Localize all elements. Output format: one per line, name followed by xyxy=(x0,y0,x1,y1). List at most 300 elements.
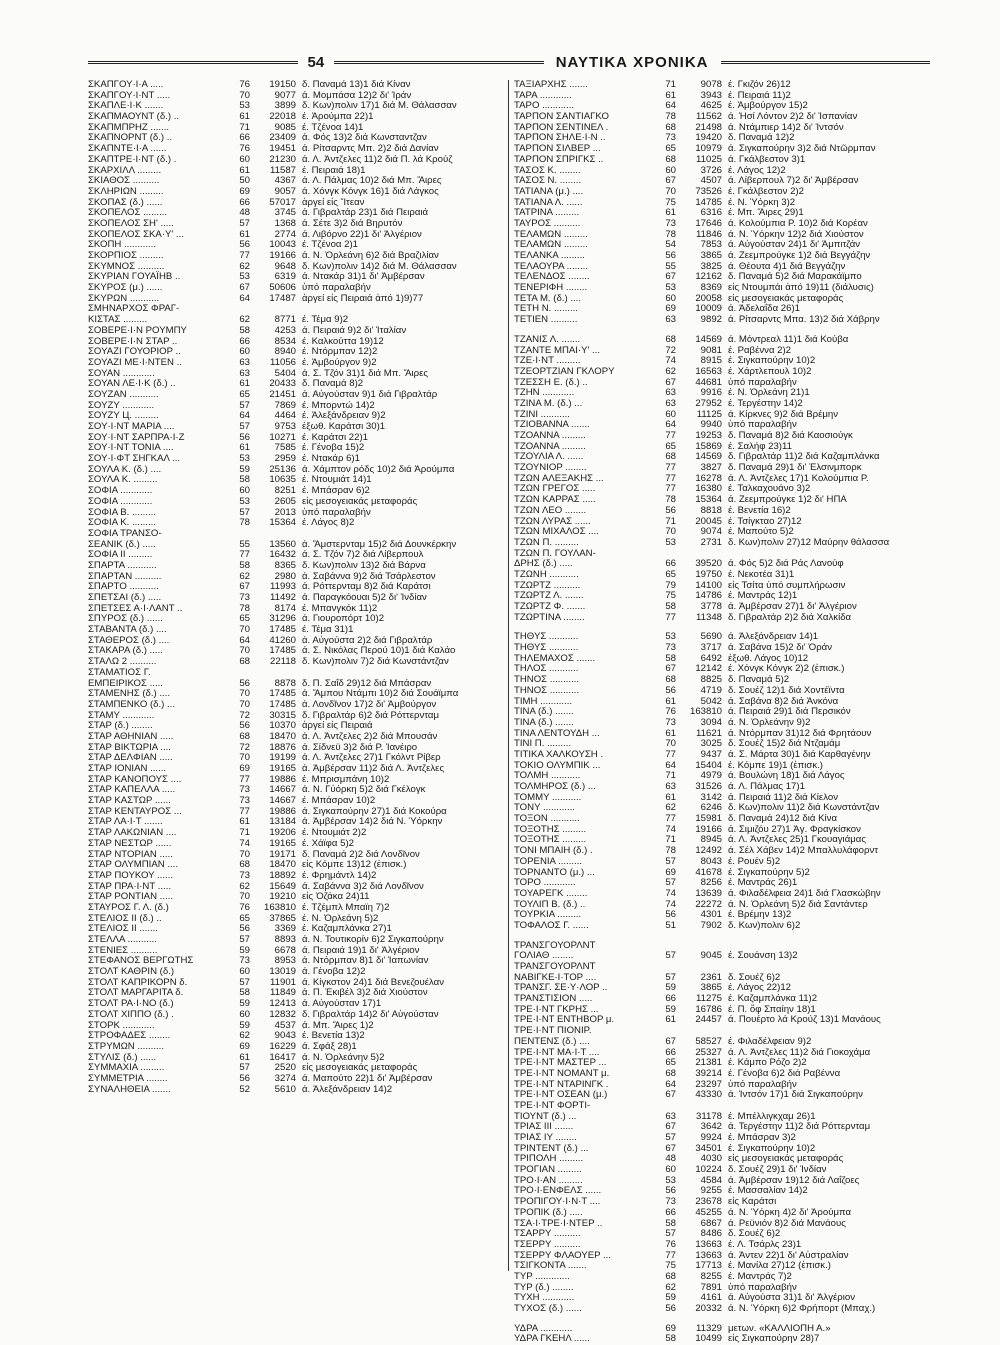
voyage-info: ά. Ν. Γὐόρκη 5)2 διά Γκέλογκ xyxy=(302,784,426,796)
ship-name: ΤΡΕ·Ι·ΝΤ ΜΑΣΤΕΡ ... xyxy=(514,1057,607,1069)
tonnage: 21451 xyxy=(269,388,296,400)
build-year: 55 xyxy=(665,260,676,272)
voyage-info: έ. Γκιζόν 26)12 xyxy=(728,79,791,90)
tonnage: 9892 xyxy=(700,314,722,326)
tonnage: 19171 xyxy=(269,848,296,860)
build-year: 64 xyxy=(665,1078,676,1090)
tonnage: 3369 xyxy=(274,923,296,935)
voyage-info: ά. Ἀλεξάνδρειαν 14)2 xyxy=(302,1083,393,1095)
ship-name: ΤΡΟ·Ι·ΑΝ ......... xyxy=(514,1174,583,1186)
build-year: 63 xyxy=(239,367,250,379)
build-year: 48 xyxy=(665,1153,676,1165)
voyage-info: δ. Παναμά 2)2 διά Λονδῖνον xyxy=(302,848,420,860)
voyage-info: έ. Ἀμβούργον 9)2 xyxy=(302,356,377,368)
voyage-info: ά. Σ. Μάρτα 30)1 διά Καρθαγένην xyxy=(728,748,871,760)
voyage-info: έ. Μπανγκόκ 11)2 xyxy=(302,602,378,614)
build-year: 56 xyxy=(239,720,250,732)
build-year: 76 xyxy=(239,143,250,155)
tonnage: 15364 xyxy=(269,517,296,529)
build-year: 61 xyxy=(239,111,250,123)
ship-name: ΣΟΥΑΝ ............ xyxy=(88,367,155,379)
ship-name: ΣΤΑΡ ΚΑΝΟΠΟΥΣ .... xyxy=(88,773,182,785)
build-year: 56 xyxy=(665,909,676,921)
ship-entry xyxy=(514,921,930,932)
build-year: 78 xyxy=(665,111,676,123)
build-year: 61 xyxy=(665,727,676,739)
tonnage: 27952 xyxy=(695,397,722,409)
build-year: 67 xyxy=(665,1089,676,1101)
tonnage: 14667 xyxy=(269,795,296,807)
tonnage: 3899 xyxy=(274,100,296,112)
ship-name: ΣΤΑΡ ΛΑ·Ι·Τ ....... xyxy=(88,816,163,828)
voyage-info: ά. Ζεεμπρούγκε 1)2 δι' ΗΠΑ xyxy=(728,494,847,506)
ship-entry xyxy=(88,1010,504,1021)
ship-name: ΤΖΩΝ ΓΡΕΓΟΣ ..... xyxy=(514,483,596,495)
build-year: 67 xyxy=(665,1142,676,1154)
tonnage: 11125 xyxy=(696,408,722,420)
tonnage: 3642 xyxy=(700,1121,722,1133)
tonnage: 9437 xyxy=(700,748,722,760)
ship-name: ΤΟΝΙ ΜΠΑΙΗ (δ.) . xyxy=(514,845,593,857)
build-year: 57 xyxy=(239,421,250,432)
build-year: 48 xyxy=(239,207,250,219)
build-year: 50 xyxy=(239,175,250,187)
tonnage: 23678 xyxy=(695,1196,722,1208)
ship-name: ΤΥΡ ............. xyxy=(514,1270,570,1282)
ship-entry xyxy=(88,839,504,850)
build-year: 58 xyxy=(239,324,250,336)
ship-name: ΣΚΟΠΕΛΟΣ ΣΚΑ·Υ' ... xyxy=(88,228,184,240)
ship-name: ΤΖΩΡΤΖ Φ. ....... xyxy=(514,601,586,612)
voyage-info: ά. Σέτε 3)2 διά Βηρυτόν xyxy=(302,217,403,229)
build-year: 66 xyxy=(665,558,676,570)
ship-entry xyxy=(88,358,504,369)
ship-entry xyxy=(514,718,930,729)
tonnage: 17646 xyxy=(695,217,722,229)
voyage-info: έ. Μπάσραν 3)2 xyxy=(728,1132,796,1143)
build-year: 60 xyxy=(239,485,250,497)
build-year: 61 xyxy=(665,791,676,803)
voyage-info: ά. Πειραιά 29)1 διά Περσικόν xyxy=(728,706,851,718)
tonnage: 30315 xyxy=(269,709,296,721)
ship-entry xyxy=(514,857,930,868)
build-year: 60 xyxy=(665,1164,676,1176)
ship-name: ΤΑΡΠΟΝ ΣΙΛΒΕΡ ... xyxy=(514,143,601,155)
tonnage: 8043 xyxy=(700,855,722,867)
ship-name: ΣΤΑΡ ΚΑΣΤΩΡ ...... xyxy=(88,795,171,807)
ship-name: ΤΡΕ·Ι·ΝΤ ΜΑ·Ι·Τ .... xyxy=(514,1046,600,1058)
build-year: 74 xyxy=(665,887,676,899)
ship-name: ΤΟΞΟΤΗΣ ......... xyxy=(514,834,587,846)
build-year: 78 xyxy=(239,602,250,614)
tonnage: 22018 xyxy=(269,111,296,123)
tonnage: 11348 xyxy=(696,611,722,623)
tonnage: 31526 xyxy=(695,781,722,792)
tonnage: 4161 xyxy=(700,1292,722,1304)
build-year: 60 xyxy=(665,164,676,176)
ship-name: ΣΤΑΜΑΤΙΟΣ Γ. xyxy=(88,666,151,678)
ship-name: ΤΡΙΠΟΛΗ ......... xyxy=(514,1153,584,1165)
voyage-info: έ. Λάγος 22)12 xyxy=(728,982,791,994)
ship-name: ΣΚΛΗΡΙΩΝ ......... xyxy=(88,185,164,197)
ship-name: ΤΡΕ·Ι·ΝΤ ΦΟΡΤΙ- xyxy=(514,1099,591,1111)
tonnage: 31178 xyxy=(696,1110,722,1122)
tonnage: 17485 xyxy=(269,624,296,636)
ship-name: ΣΤΑΜΕΝΗΣ (δ.) .... xyxy=(88,688,171,700)
voyage-info: ά. Ρόττερνταμ 8)2 διά Καράτσι xyxy=(302,581,431,593)
tonnage: 21230 xyxy=(269,153,296,165)
ship-entry xyxy=(88,155,504,166)
ship-entry xyxy=(514,187,930,198)
tonnage: 6319 xyxy=(274,271,296,283)
build-year: 78 xyxy=(665,845,676,857)
ship-name: ΤΡΕ·Ι·ΝΤ ΝΤΑΡΙΝΓΚ . xyxy=(514,1078,609,1090)
voyage-info: ά. Γκάλβεστον 3)1 xyxy=(728,153,806,165)
build-year: 59 xyxy=(665,1003,676,1015)
tonnage: 1368 xyxy=(274,217,296,229)
build-year: 71 xyxy=(665,770,676,782)
tonnage: 7585 xyxy=(274,442,296,454)
build-year: 67 xyxy=(239,581,250,593)
build-year: 71 xyxy=(239,121,250,133)
ship-name: ΣΤΑΡ ΡΟΝΤΙΑΝ ..... xyxy=(88,891,174,903)
ship-name: ΤΕΛΑΝΚΑ ......... xyxy=(514,250,585,261)
tonnage: 24457 xyxy=(695,1014,722,1026)
build-year: 67 xyxy=(665,1035,676,1047)
ship-name: ΤΖΑΝΙΣ Λ. ....... xyxy=(514,333,581,345)
voyage-info: έ. Τέμα 9)2 xyxy=(302,314,349,326)
voyage-info: ά. Ντακάρ 31)1 δι' Ἀμβέρσαν xyxy=(302,271,425,283)
build-year: 53 xyxy=(665,282,676,294)
ship-name: ΤΕΛΑΜΩΝ ......... xyxy=(514,239,588,251)
tonnage: 6316 xyxy=(700,207,722,219)
build-year: 71 xyxy=(665,515,676,527)
voyage-info: δ. Παναμά 29)1 δι' Ἐλσινμπορκ xyxy=(728,462,862,474)
build-year: 57 xyxy=(239,399,250,411)
tonnage: 9085 xyxy=(274,121,296,133)
voyage-info: έ. Γένοβα 6)2 διά Ραβέννα xyxy=(728,1067,841,1079)
tonnage: 2980 xyxy=(274,570,296,582)
voyage-info: έ. Π. ὄφ Σπαίην 18)1 xyxy=(728,1003,816,1015)
tonnage: 3142 xyxy=(700,791,722,803)
ship-name: ΤΟΡΟ ............ xyxy=(514,877,576,889)
voyage-info: ά. Σ. Τζόν 31)1 διά Μπ. Ἄιρες xyxy=(302,367,428,379)
build-year: 59 xyxy=(239,463,250,475)
tonnage: 8251 xyxy=(274,485,296,497)
ship-entry xyxy=(514,1272,930,1283)
ship-entry xyxy=(514,1208,930,1219)
ship-name: ΤΕΤΙΕΝ .......... xyxy=(514,314,578,326)
build-year: 59 xyxy=(665,1292,676,1304)
voyage-info: ά. Πειραιά 11)2 διά Κίελον xyxy=(728,791,838,803)
ship-name: ΣΟΥΛΑ Κ. ......... xyxy=(88,474,158,486)
voyage-info: έ. Ν. Ὑόρκη 3)2 xyxy=(728,196,796,208)
ship-name: ΤΑΣΟΣ Κ. ........ xyxy=(514,164,581,176)
ship-entry xyxy=(514,80,930,91)
tonnage: 16786 xyxy=(695,1003,722,1015)
build-year: 57 xyxy=(665,855,676,867)
tonnage: 16432 xyxy=(269,549,296,561)
build-year: 56 xyxy=(665,1185,676,1197)
build-year: 68 xyxy=(239,656,250,668)
build-year: 70 xyxy=(665,526,676,538)
build-year: 59 xyxy=(239,1019,250,1031)
voyage-info: έ. Τζέμπλ Μπαϊη 7)2 xyxy=(302,901,390,913)
build-year: 64 xyxy=(239,410,250,422)
ship-name: ΣΟΥ·Ι·ΝΤ ΜΑΡΙΑ .... xyxy=(88,421,175,432)
build-year: 64 xyxy=(665,419,676,431)
tonnage: 12492 xyxy=(695,845,722,857)
voyage-info: ά. Λιβόρνο 22)1 δι' Ἀλγέριον xyxy=(302,228,422,240)
tonnage: 31296 xyxy=(269,613,296,625)
build-year: 58 xyxy=(665,652,676,664)
ship-entry xyxy=(88,497,504,508)
ship-name: ΥΔΡΑ ............ xyxy=(514,1322,573,1334)
ship-name: ΣΟΦΙΑ ΙΙ ......... xyxy=(88,549,153,561)
tonnage: 19420 xyxy=(695,132,722,144)
tonnage: 3745 xyxy=(274,207,296,219)
tonnage: 4367 xyxy=(274,175,296,187)
build-year: 57 xyxy=(665,950,676,962)
build-year: 62 xyxy=(665,802,676,814)
ship-entry xyxy=(514,1240,930,1251)
voyage-info: έ. Βενετία 13)2 xyxy=(302,1030,365,1042)
build-year: 77 xyxy=(665,1249,676,1261)
tonnage: 3778 xyxy=(700,601,722,612)
voyage-info: ά. Λίβερπουλ 7)2 δι' Ἀμβέρσαν xyxy=(728,175,859,187)
voyage-info: ά. Ν. Τουτικορίν 6)2 Σιγκαπούρην xyxy=(302,934,444,945)
tonnage: 13663 xyxy=(695,1238,722,1250)
ship-name: ΤΟΡΕΝΙΑ ......... xyxy=(514,855,583,867)
build-year: 53 xyxy=(665,631,676,643)
build-year: 60 xyxy=(665,408,676,420)
tonnage: 9940 xyxy=(700,419,722,431)
tonnage: 11846 xyxy=(696,228,722,240)
voyage-info: ά. Γιβραλτάρ 23)1 διά Πειραιά xyxy=(302,207,429,219)
build-year: 61 xyxy=(239,816,250,828)
voyage-info: ά. Λ. Ἀντζελες 17)1 Κολούμπια Ρ. xyxy=(728,472,869,484)
ship-name: ΣΠΑΡΤΑΝ .......... xyxy=(88,570,162,582)
ship-name: ΣΤΟΛΤ ΧΙΠΠΟ (δ.) . xyxy=(88,1008,174,1020)
ship-name: ΣΟΥΖΥ Ц. ......... xyxy=(88,410,159,422)
voyage-info: ά. Σιγκαπούρην 27)1 διά Κοκούρα xyxy=(302,805,447,817)
ship-name: ΤΖΕ·Ι·ΝΤ ......... xyxy=(514,355,581,367)
ship-name: ΣΤΕΦΑΝΟΣ ΒΕΡΓΩΤΗΣ xyxy=(88,955,194,967)
ship-entry xyxy=(514,155,930,166)
tonnage: 4584 xyxy=(700,1174,722,1186)
build-year: 53 xyxy=(239,271,250,283)
voyage-info: ά. Λ. Πάλμας 17)1 xyxy=(728,781,805,792)
ship-name: ΤΖΩΝ Π. ΓΟΥΛΑΝ- xyxy=(514,547,596,559)
ship-name: ΓΟΛΙΑΘ ........ xyxy=(514,950,574,962)
ship-name: ΤΖΩΝ ΛΥΡΑΣ ...... xyxy=(514,515,591,527)
voyage-info: ά. Λ. Ἀντζελες 27)1 Γκόλντ Ρίβερ xyxy=(302,752,441,764)
ship-name: ΣΟΥΛΑ Κ. (δ.) .... xyxy=(88,463,162,475)
build-year: 56 xyxy=(239,923,250,935)
tonnage: 10224 xyxy=(695,1164,722,1176)
tonnage: 13663 xyxy=(695,1249,722,1261)
ship-name: ΣΥΝΑΛΗΘΕΙΑ ....... xyxy=(88,1083,171,1095)
tonnage: 18470 xyxy=(269,730,296,742)
voyage-info: ά. Αὐγούστα 31)1 δι' Ἀλγέριον xyxy=(728,1292,855,1304)
tonnage: 3943 xyxy=(700,89,722,101)
voyage-info: έ. Πειραιά 18)1 xyxy=(302,164,366,176)
ship-name: ΣΚΟΡΠΙΟΣ ......... xyxy=(88,250,164,261)
ship-name: ΣΤΑΡ ΒΙΚΤΩΡΙΑ .... xyxy=(88,741,171,753)
tonnage: 4719 xyxy=(700,684,722,696)
ship-name: ΣΤΑΡ ΠΡΑ·Ι·ΝΤ ..... xyxy=(88,880,172,892)
tonnage: 22118 xyxy=(270,656,296,668)
voyage-info: έ. Καζαμπλάνκα 27)1 xyxy=(302,923,392,935)
ship-name: ΣΤΡΥΜΩΝ .......... xyxy=(88,1040,165,1052)
tonnage: 7891 xyxy=(700,1281,722,1293)
ship-name: ΤΙΝΑ ΛΕΝΤΟΥΔΗ ... xyxy=(514,727,600,739)
tonnage: 8365 xyxy=(274,559,296,571)
build-year: 79 xyxy=(665,579,676,591)
build-year: 62 xyxy=(665,1281,676,1293)
ship-name: ΣΤΑΡ ΔΕΛΦΙΑΝ ..... xyxy=(88,752,173,764)
build-year: 60 xyxy=(239,346,250,358)
tonnage: 12832 xyxy=(269,1008,296,1020)
tonnage: 19166 xyxy=(695,823,722,835)
tonnage: 8825 xyxy=(700,674,722,686)
build-year: 61 xyxy=(239,442,250,454)
tonnage xyxy=(250,529,302,540)
build-year: 53 xyxy=(665,1174,676,1186)
build-year: 61 xyxy=(239,1051,250,1063)
ship-name: ΣΚΟΠΕΛΟΣ ......... xyxy=(88,207,168,219)
build-year: 57 xyxy=(239,506,250,518)
build-year: 62 xyxy=(239,880,250,892)
tonnage: 9081 xyxy=(700,344,722,356)
voyage-info: έ. Ταλκαχουάνο 3)2 xyxy=(728,483,811,495)
voyage-info: έ. Λάγος 12)2 xyxy=(728,164,786,176)
ship-entry xyxy=(514,1283,930,1294)
tonnage: 43330 xyxy=(695,1089,722,1101)
ship-name: ΣΤΑΒΑΝΤΑ (δ.) .... xyxy=(88,624,167,636)
build-year: 57 xyxy=(239,976,250,988)
voyage-info: ά. Τεργέστην 11)2 διά Ρόττερνταμ xyxy=(728,1121,871,1133)
build-year: 68 xyxy=(239,859,250,871)
voyage-info: ά. Αὐγούσταν 17)1 xyxy=(302,998,382,1010)
ship-entry xyxy=(88,326,504,337)
ship-name: ΤΑΡΑ ............ xyxy=(514,89,572,101)
tonnage: 5404 xyxy=(274,367,296,379)
tonnage: 19451 xyxy=(269,143,296,155)
ship-name: ΤΑΤΙΑΝΑ (μ.) .... xyxy=(514,185,584,197)
voyage-info: έ. Γένοβα 15)2 xyxy=(302,442,365,454)
ship-name: ΤΑΡΠΟΝ ΣΗΛΕ·Ι·Ν .. xyxy=(514,132,606,144)
tonnage: 8369 xyxy=(700,282,722,294)
tonnage: 19886 xyxy=(269,805,296,817)
ship-name: ΣΚΑΠΤΡΕ·Ι·ΝΤ (δ.) . xyxy=(88,153,177,165)
build-year: 52 xyxy=(239,1083,250,1095)
tonnage: 3025 xyxy=(700,738,722,750)
tonnage: 8174 xyxy=(274,602,296,614)
ship-name: ΤΖΟΑΝΝΑ ......... xyxy=(514,430,586,441)
build-year: 65 xyxy=(665,568,676,580)
build-year: 60 xyxy=(665,292,676,304)
voyage-info: έ. Σουάνση 13)2 xyxy=(728,950,798,962)
voyage-info: ά. Σαβάνα 15)2 δι' Ὀράν xyxy=(728,642,832,654)
tonnage: 3865 xyxy=(700,982,722,994)
build-year: 77 xyxy=(239,773,250,785)
voyage-info: έ. Χόνγκ Κόνγκ 2)2 (ἐπισκ.) xyxy=(728,663,845,675)
build-year: 75 xyxy=(665,196,676,208)
voyage-info: ά. Σαβάνα 8)2 διά Ἀνκόνα xyxy=(728,695,839,707)
ship-entry xyxy=(514,335,930,346)
tonnage: 14100 xyxy=(695,579,722,591)
build-year: 68 xyxy=(665,1067,676,1079)
tonnage: 14569 xyxy=(695,451,722,463)
ship-name: ΤΟΜΜΥ ........... xyxy=(514,791,582,803)
ship-entry xyxy=(514,506,930,517)
build-year: 65 xyxy=(665,440,676,452)
tonnage: 13184 xyxy=(269,816,296,828)
voyage-info: ά. Γένοβα 12)2 xyxy=(302,966,366,978)
tonnage: 2774 xyxy=(274,228,296,240)
ship-name: ΤΑΡΠΟΝ ΣΠΡΙΓΚΣ .. xyxy=(514,153,604,165)
tonnage: 17485 xyxy=(269,688,296,700)
voyage-info xyxy=(302,529,504,540)
tonnage: 15869 xyxy=(695,440,722,452)
voyage-info: δ. Σουέζ 15)2 διά Ντζαμάμ xyxy=(728,738,841,750)
voyage-info: ά. Λονδῖνον 17)2 δι' Ἀμβούργον xyxy=(302,698,437,710)
ship-name: ΣΜΗΝΑΡΧΟΣ ΦΡΑΓ- xyxy=(88,303,180,315)
voyage-info: ἐξωθ. Καράτσι 30)1 xyxy=(302,421,386,432)
tonnage: 3827 xyxy=(700,462,722,474)
tonnage: 16229 xyxy=(269,1040,296,1052)
ship-name: ΣΥΜΜΑΧΙΑ ......... xyxy=(88,1062,165,1074)
tonnage: 4253 xyxy=(274,324,296,336)
voyage-info: ά. Ντάμπιερ 14)2 δι' Ἰντσόν xyxy=(728,121,844,133)
tonnage: 8771 xyxy=(274,314,296,326)
voyage-info: έ. Ντουμιάτ 2)2 xyxy=(302,827,367,839)
build-year: 70 xyxy=(239,645,250,657)
tonnage: 41678 xyxy=(695,866,722,878)
build-year: 64 xyxy=(665,100,676,112)
build-year: 67 xyxy=(665,271,676,283)
tonnage: 16417 xyxy=(269,1051,296,1063)
voyage-info: εἰς Κόμπε 13)12 (ἐπισκ.) xyxy=(302,859,407,871)
tonnage: 21381 xyxy=(695,1057,722,1069)
voyage-info: έ. Μανίλα 27)12 (ἐπισκ.) xyxy=(728,1260,831,1272)
ship-name: ΤΡΕ·Ι·ΝΤ ΠΙΟΝΙΡ. xyxy=(514,1025,592,1037)
ship-name: ΣΚΥΡΩΝ ........... xyxy=(88,292,160,304)
voyage-info: ά. Ἀλεξάνδρειαν 14)1 xyxy=(728,631,819,643)
ship-name: ΣΤΟΡΚ ............ xyxy=(88,1019,155,1031)
ship-name: ΣΟΥΑΖΙ ΓΟΥΟΡΙΟΡ .. xyxy=(88,346,181,358)
tonnage: 15364 xyxy=(695,494,722,506)
ship-name: ΣΤΑΜΥ ............ xyxy=(88,709,155,721)
build-year: 67 xyxy=(665,663,676,675)
voyage-info: έ. Μαντράς 12)1 xyxy=(728,590,798,602)
ship-name: ΤΖΩΝ ΛΕΟ ........ xyxy=(514,504,587,516)
ship-name: ΤΡΑΝΣΤΙΣΙΟΝ ..... xyxy=(514,993,593,1005)
voyage-info: έ. Μπάσραν 6)2 xyxy=(302,485,370,497)
voyage-info: ά. Σαβάννα 9)2 διά Τσάρλεστον xyxy=(302,570,436,582)
voyage-info: ἀργεί εἰς Ἴτεαν xyxy=(302,196,365,208)
build-year: 68 xyxy=(665,153,676,165)
ship-name: ΤΡΑΝΣΓΟΥΟΡΛΝΤ xyxy=(514,939,596,951)
tonnage: 13639 xyxy=(695,887,722,899)
ship-name: ΣΚΟΠΕΛΟΣ ΣΗ' ..... xyxy=(88,217,174,229)
build-year: 57 xyxy=(239,217,250,229)
ship-name: ΤΑΣΟΣ Ν. ........ xyxy=(514,175,582,187)
ship-name: ΣΤΥΛΙΣ (δ.) ...... xyxy=(88,1051,157,1063)
build-year: 57 xyxy=(665,1228,676,1240)
voyage-info: ά. Ντόρμπαν 31)12 διά Φρητάουν xyxy=(728,727,872,739)
